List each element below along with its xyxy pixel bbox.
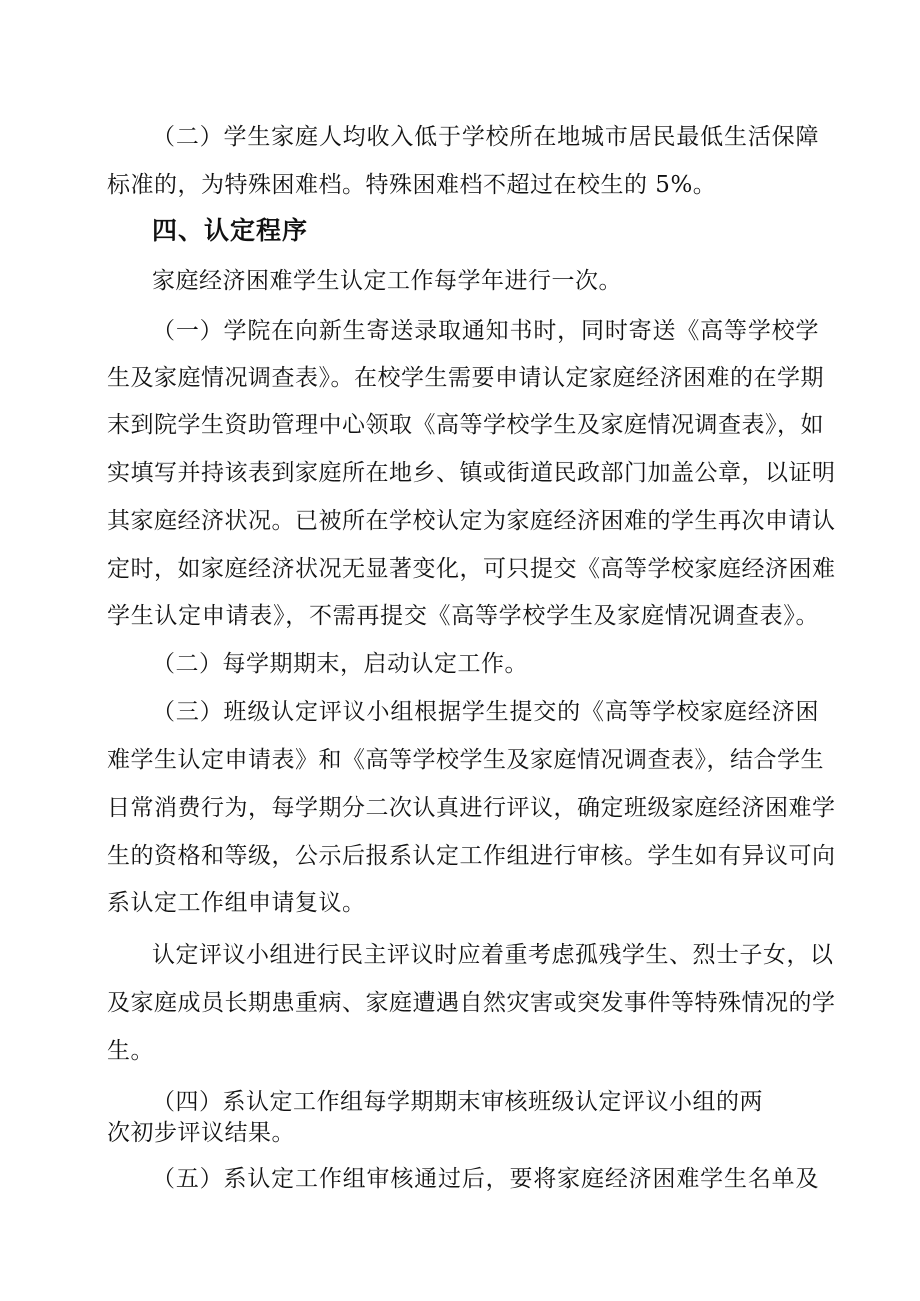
text-line: 家庭经济困难学生认定工作每学年进行一次。 — [152, 268, 622, 294]
text-line: （二）学生家庭人均收入低于学校所在地城市居民最低生活保障 — [152, 124, 819, 150]
text-line: 系认定工作组申请复议。 — [107, 890, 366, 916]
text-line: 难学生认定申请表》和《高等学校学生及家庭情况调查表》，结合学生 — [107, 747, 824, 773]
text-line: （一）学院在向新生寄送录取通知书时，同时寄送《高等学校学 — [152, 318, 819, 344]
section-heading: 四、认定程序 — [152, 216, 309, 245]
text-line: 日常消费行为，每学期分二次认真进行评议，确定班级家庭经济困难学 — [107, 795, 836, 821]
text-line: 及家庭成员长期患重病、家庭遭遇自然灾害或突发事件等特殊情况的学 — [107, 990, 836, 1016]
text-line: 标准的，为特殊困难档。特殊困难档不超过在校生的 5%。 — [107, 172, 717, 198]
text-line: 定时，如家庭经济状况无显著变化，可只提交《高等学校家庭经济困难 — [107, 556, 836, 582]
text-line: （四）系认定工作组每学期期末审核班级认定评议小组的两 — [152, 1089, 763, 1115]
text-line: 认定评议小组进行民主评议时应着重考虑孤残学生、烈士子女，以 — [152, 942, 834, 968]
text-line: （五）系认定工作组审核通过后，要将家庭经济困难学生名单及 — [152, 1166, 819, 1192]
text-line: 生的资格和等级，公示后报系认定工作组进行审核。学生如有异议可向 — [107, 843, 836, 869]
text-line: 学生认定申请表》，不需再提交《高等学校学生及家庭情况调查表》。 — [107, 603, 819, 629]
text-line: （三）班级认定评议小组根据学生提交的《高等学校家庭经济困 — [152, 699, 819, 725]
text-line: （二）每学期期末，启动认定工作。 — [152, 651, 528, 677]
text-line: 生及家庭情况调查表》。在校学生需要申请认定家庭经济困难的在学期 — [107, 365, 824, 391]
text-line: 生。 — [107, 1038, 154, 1064]
text-line: 末到院学生资助管理中心领取《高等学校学生及家庭情况调查表》，如 — [107, 412, 824, 438]
text-line: 次初步评议结果。 — [107, 1120, 295, 1146]
text-line: 实填写并持该表到家庭所在地乡、镇或街道民政部门加盖公章，以证明 — [107, 460, 836, 486]
text-line: 其家庭经济状况。已被所在学校认定为家庭经济困难的学生再次申请认 — [107, 508, 836, 534]
